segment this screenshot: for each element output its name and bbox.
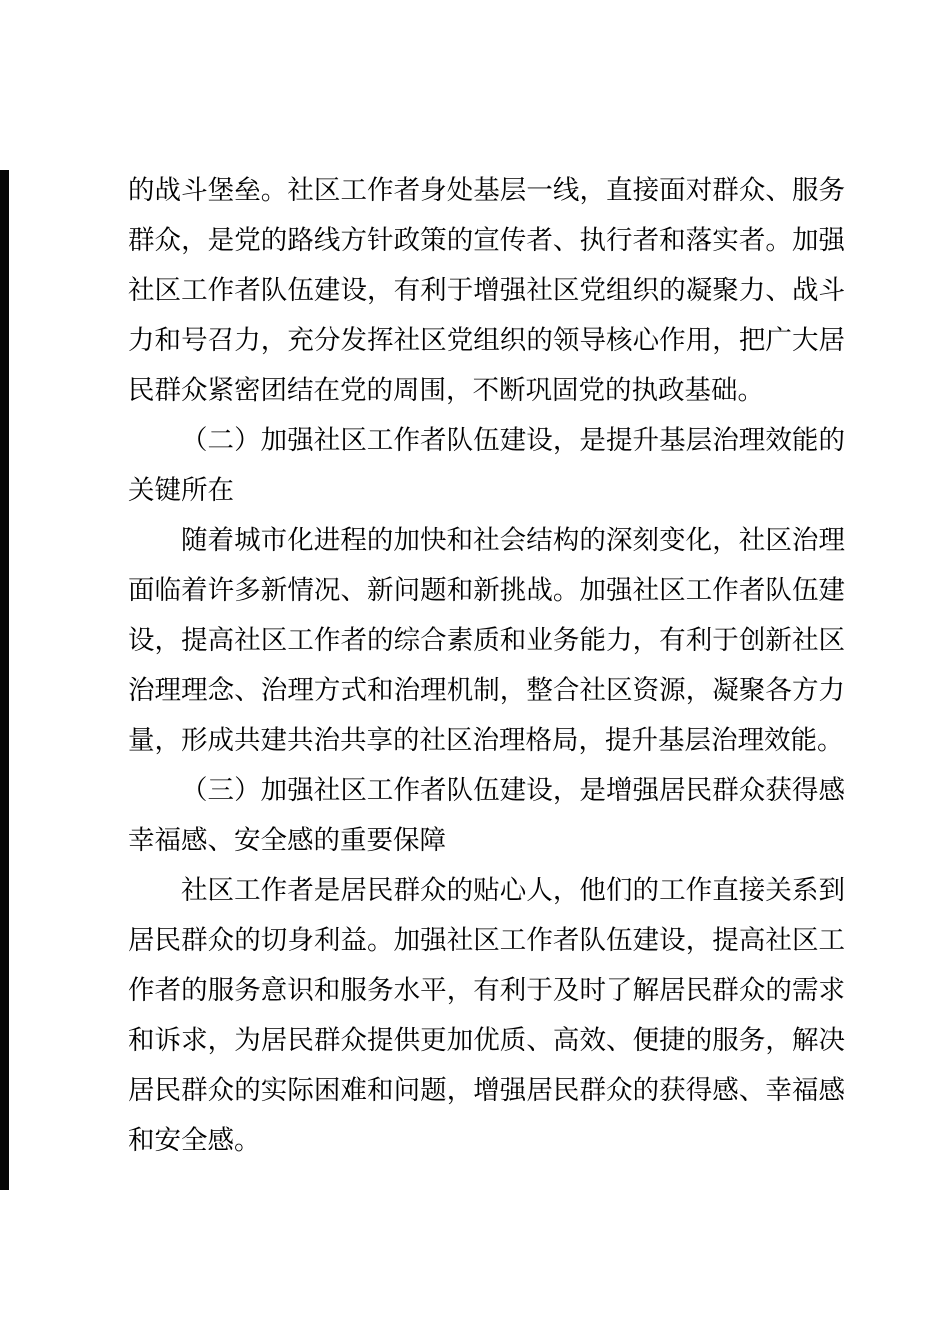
text-line: 关键所在 [128, 475, 234, 505]
text-line: （三）加强社区工作者队伍建设，是增强居民群众获得感 [181, 775, 845, 805]
text-line: （二）加强社区工作者队伍建设，是提升基层治理效能的 [181, 425, 845, 455]
text-line: 民群众紧密团结在党的周围，不断巩固党的执政基础。 [128, 375, 764, 405]
text-line: 力和号召力，充分发挥社区党组织的领导核心作用，把广大居 [128, 325, 845, 355]
document-text-block [128, 165, 845, 1165]
text-line: 量，形成共建共治共享的社区治理格局，提升基层治理效能。 [128, 725, 844, 755]
scan-edge-artifact [0, 170, 9, 1190]
text-line: 群众，是党的路线方针政策的宣传者、执行者和落实者。加强 [128, 225, 845, 255]
text-line: 和诉求，为居民群众提供更加优质、高效、便捷的服务，解决 [128, 1025, 845, 1055]
text-line: 的战斗堡垒。社区工作者身处基层一线，直接面对群众、服务 [128, 175, 845, 205]
text-line: 作者的服务意识和服务水平，有利于及时了解居民群众的需求 [128, 975, 845, 1005]
text-line: 随着城市化进程的加快和社会结构的深刻变化，社区治理 [181, 525, 845, 555]
text-line: 面临着许多新情况、新问题和新挑战。加强社区工作者队伍建 [128, 575, 845, 605]
text-line: 和安全感。 [128, 1125, 261, 1155]
text-line: 居民群众的切身利益。加强社区工作者队伍建设，提高社区工 [128, 925, 845, 955]
text-line: 治理理念、治理方式和治理机制，整合社区资源，凝聚各方力 [128, 675, 845, 705]
text-line: 居民群众的实际困难和问题，增强居民群众的获得感、幸福感 [128, 1075, 845, 1105]
text-line: 幸福感、安全感的重要保障 [128, 825, 446, 855]
text-line: 社区工作者是居民群众的贴心人，他们的工作直接关系到 [181, 875, 845, 905]
text-line: 设，提高社区工作者的综合素质和业务能力，有利于创新社区 [128, 625, 845, 655]
text-line: 社区工作者队伍建设，有利于增强社区党组织的凝聚力、战斗 [128, 275, 845, 305]
